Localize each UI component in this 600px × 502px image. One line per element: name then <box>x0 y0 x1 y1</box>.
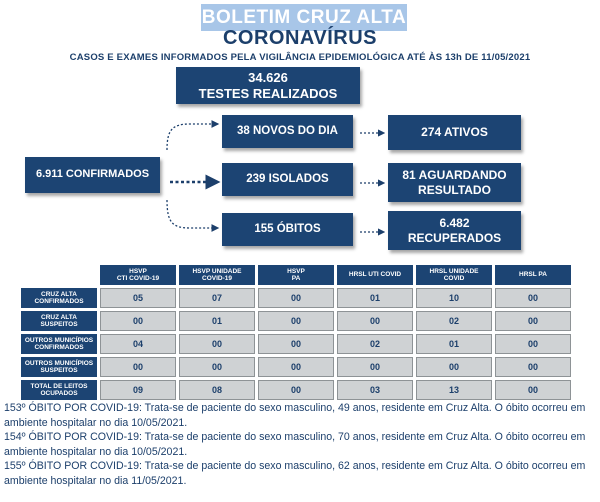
isolated-label: 239 ISOLADOS <box>246 172 329 185</box>
recovered-label: RECUPERADOS <box>407 230 502 245</box>
table-cell: 00 <box>495 311 571 331</box>
table-cell: 00 <box>258 334 334 354</box>
tests-label: TESTES REALIZADOS <box>198 85 338 101</box>
deaths-label: 155 ÓBITOS <box>254 222 321 235</box>
row-label: TOTAL DE LEITOS OCUPADOS <box>21 380 97 400</box>
table-cell: 13 <box>416 380 492 400</box>
table-header: HSVP UNIDADE COVID-19 <box>179 265 255 285</box>
row-label: OUTROS MUNICÍPIOS SUSPEITOS <box>21 357 97 377</box>
table-cell: 01 <box>179 311 255 331</box>
table-cell: 04 <box>100 334 176 354</box>
awaiting-line1: 81 AGUARDANDO <box>402 168 507 183</box>
table-cell: 10 <box>416 288 492 308</box>
death-notes <box>4 401 596 488</box>
table-cell: 07 <box>179 288 255 308</box>
table-cell: 01 <box>416 334 492 354</box>
row-label: OUTROS MUNICÍPIOS CONFIRMADOS <box>21 334 97 354</box>
hospital-beds-table <box>18 262 574 403</box>
table-header: HRSL PA <box>495 265 571 285</box>
table-cell: 00 <box>258 311 334 331</box>
table-cell: 00 <box>100 311 176 331</box>
page-subtitle: CASOS E EXAMES INFORMADOS PELA VIGILÂNCIA EPIDEMIOLÓGICA ATÉ ÀS 13h DE 11/05/2021 <box>69 52 531 63</box>
table-row <box>21 334 571 354</box>
bulletin-banner: BOLETIM CRUZ ALTA <box>201 4 407 31</box>
table-cell: 00 <box>495 334 571 354</box>
table-row <box>21 311 571 331</box>
tests-count: 34.626 <box>248 69 288 85</box>
table-header: HRSL UNIDADE COVID <box>416 265 492 285</box>
death-note: 153º ÓBITO POR COVID-19: Trata-se de paciente do sexo masculino, 49 anos, residente em Cruz Alta. O óbito ocorreu em ambiente hospitalar no dia 10/05/2021. <box>4 402 586 429</box>
arrow-to-deaths <box>167 200 218 228</box>
table-cell: 00 <box>258 357 334 377</box>
table-header: HSVP PA <box>258 265 334 285</box>
death-note: 154º ÓBITO POR COVID-19: Trata-se de paciente do sexo masculino, 70 anos, residente em Cruz Alta. O óbito ocorreu em ambiente hospitalar no dia 10/05/2021. <box>4 431 586 458</box>
table-cell: 00 <box>258 288 334 308</box>
table-cell: 02 <box>337 334 413 354</box>
table-cell: 01 <box>337 288 413 308</box>
row-label: CRUZ ALTA SUSPEITOS <box>21 311 97 331</box>
table-cell: 05 <box>100 288 176 308</box>
table-header-row <box>21 265 571 285</box>
table-cell: 00 <box>495 288 571 308</box>
table-cell: 00 <box>416 357 492 377</box>
table-cell: 00 <box>337 357 413 377</box>
awaiting-line2: RESULTADO <box>418 182 491 197</box>
table-cell: 00 <box>495 380 571 400</box>
table-cell: 02 <box>416 311 492 331</box>
death-note: 155º ÓBITO POR COVID-19: Trata-se de paciente do sexo masculino, 62 anos, residente em Cruz Alta. O óbito ocorreu em ambiente hospitalar no dia 11/05/2021. <box>4 460 586 487</box>
confirmed-label: 6.911 CONFIRMADOS <box>35 168 150 181</box>
table-cell: 00 <box>100 357 176 377</box>
table-corner <box>21 265 97 285</box>
page-title: CORONAVÍRUS <box>222 27 378 49</box>
table-row <box>21 380 571 400</box>
table-header: HSVP CTI COVID-19 <box>100 265 176 285</box>
table-cell: 03 <box>337 380 413 400</box>
new-today-label: 38 NOVOS DO DIA <box>237 124 338 137</box>
table-header: HRSL UTI COVID <box>337 265 413 285</box>
table-cell: 00 <box>337 311 413 331</box>
table-cell: 00 <box>495 357 571 377</box>
table-cell: 08 <box>179 380 255 400</box>
table-cell: 00 <box>179 357 255 377</box>
table-cell: 09 <box>100 380 176 400</box>
table-row <box>21 357 571 377</box>
table-cell: 00 <box>258 380 334 400</box>
active-label: 274 ATIVOS <box>421 125 488 140</box>
arrow-to-new-today <box>167 124 218 150</box>
table-row <box>21 288 571 308</box>
recovered-count: 6.482 <box>439 216 470 231</box>
row-label: CRUZ ALTA CONFIRMADOS <box>21 288 97 308</box>
table-cell: 00 <box>179 334 255 354</box>
